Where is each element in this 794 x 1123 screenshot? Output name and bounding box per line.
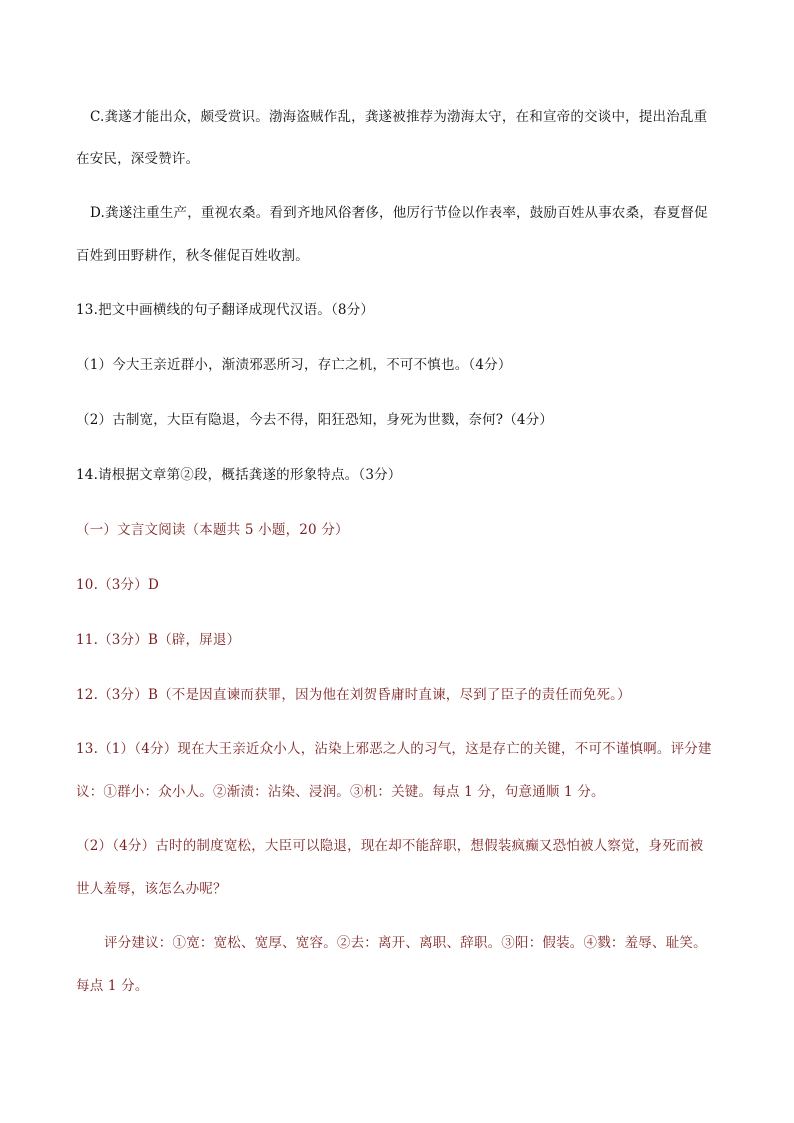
- question-14: 14.请根据文章第②段，概括龚遂的形象特点。（3分）: [76, 467, 402, 483]
- answer-13-2-line2: 世人羞辱，该怎么办呢？: [76, 881, 227, 897]
- question-13-part2: （2）古制宽，大臣有隐退，今去不得，阳狂恐知，身死为世戮，奈何?（4分）: [76, 412, 554, 428]
- answer-12: 12.（3分）B（不是因直谏而获罪，因为他在刘贺昏庸时直谏，尽到了臣子的责任而免死。）: [76, 687, 631, 703]
- question-13-part1: （1）今大王亲近群小，渐渍邪恶所习，存亡之机，不可不慎也。（4分）: [76, 357, 512, 373]
- answer-13-2-scoring: 评分建议：①宽：宽松、宽厚、宽容。②去：离开、离职、辞职。③阳：假装。④戮：羞辱、耻笑。: [104, 935, 707, 951]
- option-d-line1: D.龚遂注重生产，重视农桑。看到齐地风俗奢侈，他厉行节俭以作表率，鼓励百姓从事农桑，春夏督促: [90, 205, 708, 221]
- answer-10: 10.（3分）D: [76, 577, 159, 593]
- answer-13-2-scoring-end: 每点 1 分。: [76, 978, 149, 994]
- option-c-line1: C.龚遂才能出众，颇受赏识。渤海盗贼作乱，龚遂被推荐为渤海太守，在和宣帝的交谈中，提出治乱重: [90, 109, 708, 125]
- answer-13-2-line1: （2）（4分）古时的制度宽松，大臣可以隐退，现在却不能辞职，想假装疯癫又恐怕被人察觉，身死而被: [76, 838, 704, 854]
- answer-13-1-line2: 议：①群小：众小人。②渐渍：沾染、浸润。③机：关键。每点 1 分，句意通顺 1 分。: [76, 784, 605, 800]
- option-c-line2: 在安民，深受赞许。: [76, 151, 200, 167]
- answer-13-1-line1: 13.（1）（4分）现在大王亲近众小人，沾染上邪恶之人的习气，这是存亡的关键，不可不谨慎啊。评分建: [76, 741, 712, 757]
- answer-section-heading: （一）文言文阅读（本题共 5 小题，20 分）: [76, 522, 349, 538]
- question-13: 13.把文中画横线的句子翻译成现代汉语。（8分）: [76, 302, 375, 318]
- answer-11: 11.（3分）B（辟，屏退）: [76, 632, 241, 648]
- option-d-line2: 百姓到田野耕作，秋冬催促百姓收割。: [76, 248, 309, 264]
